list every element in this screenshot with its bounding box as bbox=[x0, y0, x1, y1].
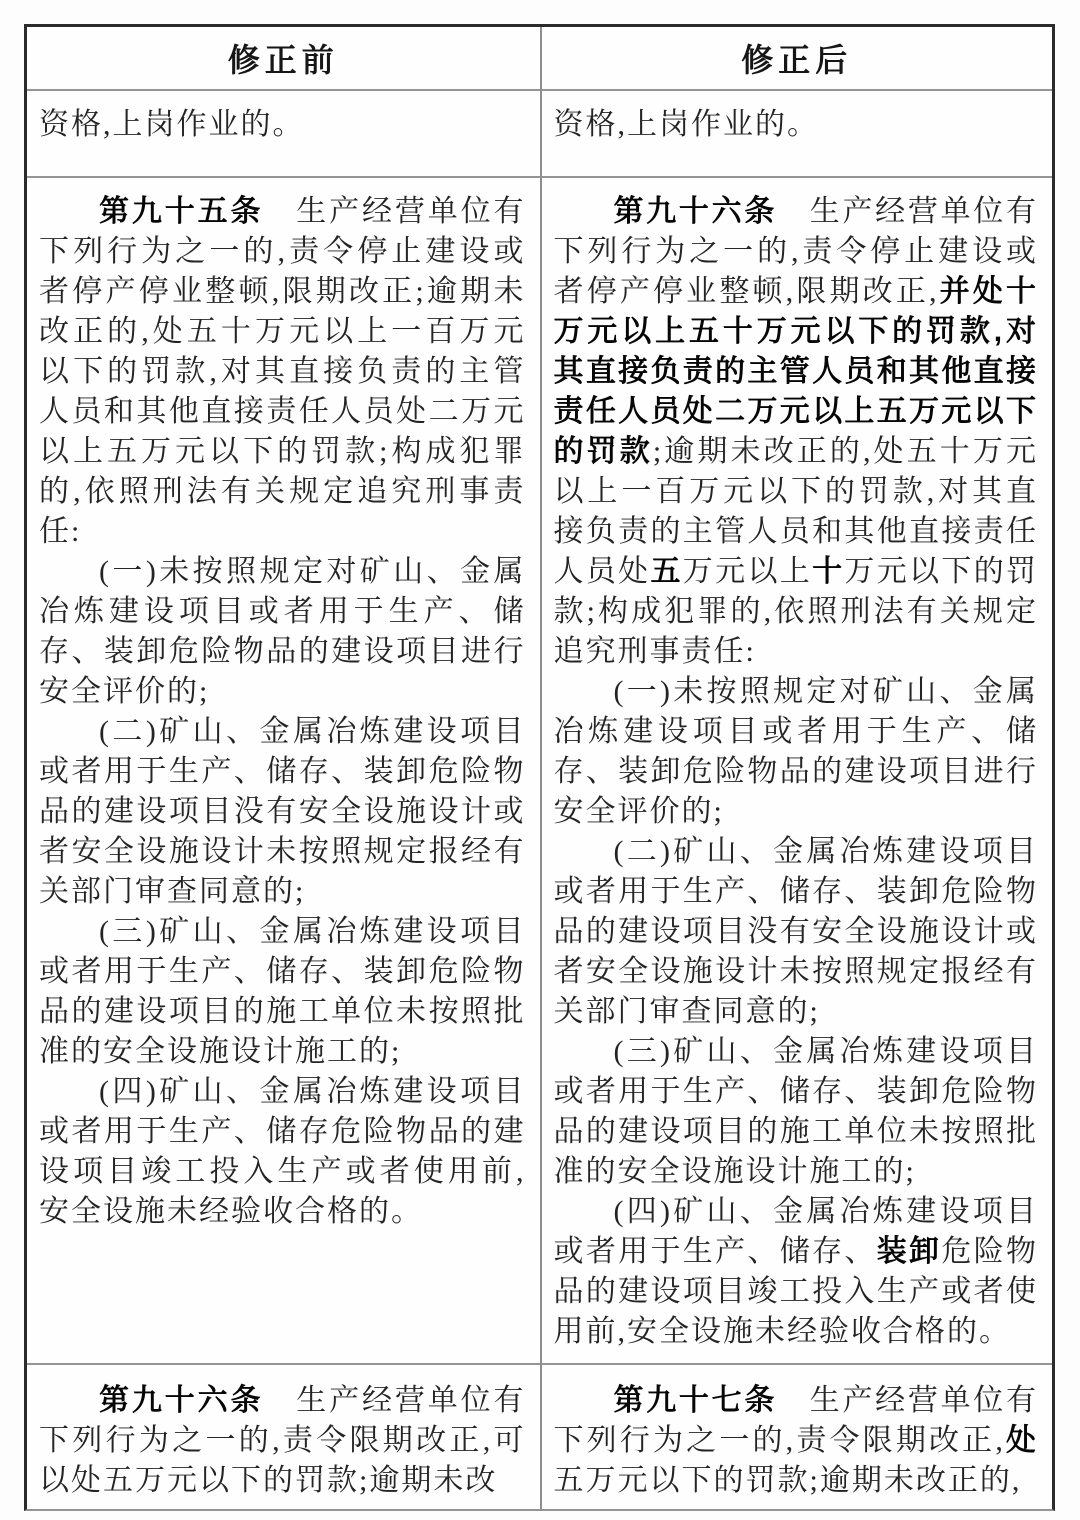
legal-paragraph bbox=[554, 192, 1039, 672]
amendment-comparison-table bbox=[24, 24, 1055, 1511]
article-96-cell-before bbox=[27, 1363, 540, 1509]
legal-paragraph bbox=[39, 912, 526, 1072]
amended-text-run: 第九十六条 bbox=[613, 195, 778, 228]
legal-paragraph bbox=[39, 712, 526, 912]
amended-text-run: 第九十五条 bbox=[99, 195, 264, 228]
legal-paragraph bbox=[39, 1381, 526, 1501]
legal-paragraph bbox=[39, 192, 526, 552]
carryover-cell-after bbox=[540, 89, 1053, 176]
legal-text-run: 五万元以下的罚款;逾期未改正的, bbox=[553, 1464, 1022, 1497]
legal-text-run: (四)矿山、金属冶炼建设项目或者用于生产、储存危险物品的建设项目竣工投入生产或者使用前,安全设施未经验收合格的。 bbox=[39, 1075, 526, 1228]
legal-text-run: 危险物品的建设项目竣工投入生产或者使用前,安全设施未经验收合格的。 bbox=[553, 1235, 1039, 1348]
amended-text-run: 第九十六条 bbox=[99, 1384, 264, 1417]
header-before-column: 修正前 bbox=[227, 42, 339, 78]
amended-text-run: 并处十万元以上五十万元以下的罚款,对其直接负责的主管人员和其他直接责任人员处二万元以上五万元以下的罚款 bbox=[553, 275, 1039, 468]
carryover-cell-before bbox=[27, 89, 540, 176]
article-97-cell-after bbox=[540, 1363, 1053, 1509]
legal-text-run: (一)未按照规定对矿山、金属冶炼建设项目或者用于生产、储存、装卸危险物品的建设项目进行安全评价的; bbox=[39, 555, 526, 708]
legal-text-run: (二)矿山、金属冶炼建设项目或者用于生产、储存、装卸危险物品的建设项目没有安全设施设计或者安全设施设计未按照规定报经有关部门审查同意的; bbox=[39, 715, 526, 908]
legal-paragraph bbox=[554, 1381, 1039, 1501]
legal-paragraph bbox=[39, 105, 526, 145]
legal-text-run: (四)矿山、金属冶炼建设项目或者用于生产、储存、 bbox=[553, 1195, 1038, 1268]
legal-text-run: (三)矿山、金属冶炼建设项目或者用于生产、储存、装卸危险物品的建设项目的施工单位未按照批准的安全设施设计施工的; bbox=[39, 915, 526, 1068]
legal-text-run: ;逾期未改正的,处五十万元以上一百万元以下的罚款,对其直接负责的主管人员和其他直接责任人员处 bbox=[553, 435, 1039, 588]
legal-text-run: 万元以上 bbox=[682, 555, 813, 588]
article-95-cell-before bbox=[27, 176, 540, 1363]
amended-text-run: 第九十七条 bbox=[613, 1384, 778, 1417]
header-after-column: 修正后 bbox=[540, 27, 1053, 89]
legal-text-run: 生产经营单位有下列行为之一的,责令停止建设或者停产停业整顿,限期改正, bbox=[553, 195, 1039, 308]
legal-paragraph bbox=[554, 832, 1039, 1032]
amended-text-run: 装卸 bbox=[876, 1235, 942, 1268]
legal-text-run: (三)矿山、金属冶炼建设项目或者用于生产、储存、装卸危险物品的建设项目的施工单位未按照批准的安全设施设计施工的; bbox=[553, 1035, 1038, 1188]
legal-paragraph bbox=[554, 672, 1039, 832]
legal-paragraph bbox=[554, 1032, 1039, 1192]
article-96-cell-after bbox=[540, 176, 1053, 1363]
legal-text-run: 万元以下的罚款;构成犯罪的,依照刑法有关规定追究刑事责任: bbox=[553, 555, 1039, 668]
legal-paragraph bbox=[39, 552, 526, 712]
legal-text-run: (二)矿山、金属冶炼建设项目或者用于生产、储存、装卸危险物品的建设项目没有安全设施设计或者安全设施设计未按照规定报经有关部门审查同意的; bbox=[553, 835, 1038, 1028]
legal-paragraph bbox=[554, 105, 1039, 145]
legal-text-run: 资格,上岗作业的。 bbox=[553, 108, 819, 141]
legal-paragraph bbox=[554, 1192, 1039, 1352]
amended-text-run: 十 bbox=[812, 555, 845, 588]
legal-text-run: 资格,上岗作业的。 bbox=[39, 108, 305, 141]
amended-text-run: 处 bbox=[1004, 1424, 1039, 1457]
legal-text-run: (一)未按照规定对矿山、金属冶炼建设项目或者用于生产、储存、装卸危险物品的建设项目进行安全评价的; bbox=[553, 675, 1038, 828]
legal-text-run: 生产经营单位有下列行为之一的,责令限期改正,可以处五万元以下的罚款;逾期未改 bbox=[39, 1384, 526, 1497]
amended-text-run: 五 bbox=[650, 555, 683, 588]
legal-text-run: 生产经营单位有下列行为之一的,责令停止建设或者停产停业整顿,限期改正;逾期未改正的,处五十万元以上一百万元以下的罚款,对其直接负责的主管人员和其他直接责任人员处二万元以上五万元以下的罚款;构成犯罪的,依照刑法有关规定追究刑事责任: bbox=[39, 195, 526, 548]
legal-text-run: 生产经营单位有下列行为之一的,责令限期改正, bbox=[553, 1384, 1039, 1457]
legal-paragraph bbox=[39, 1072, 526, 1232]
